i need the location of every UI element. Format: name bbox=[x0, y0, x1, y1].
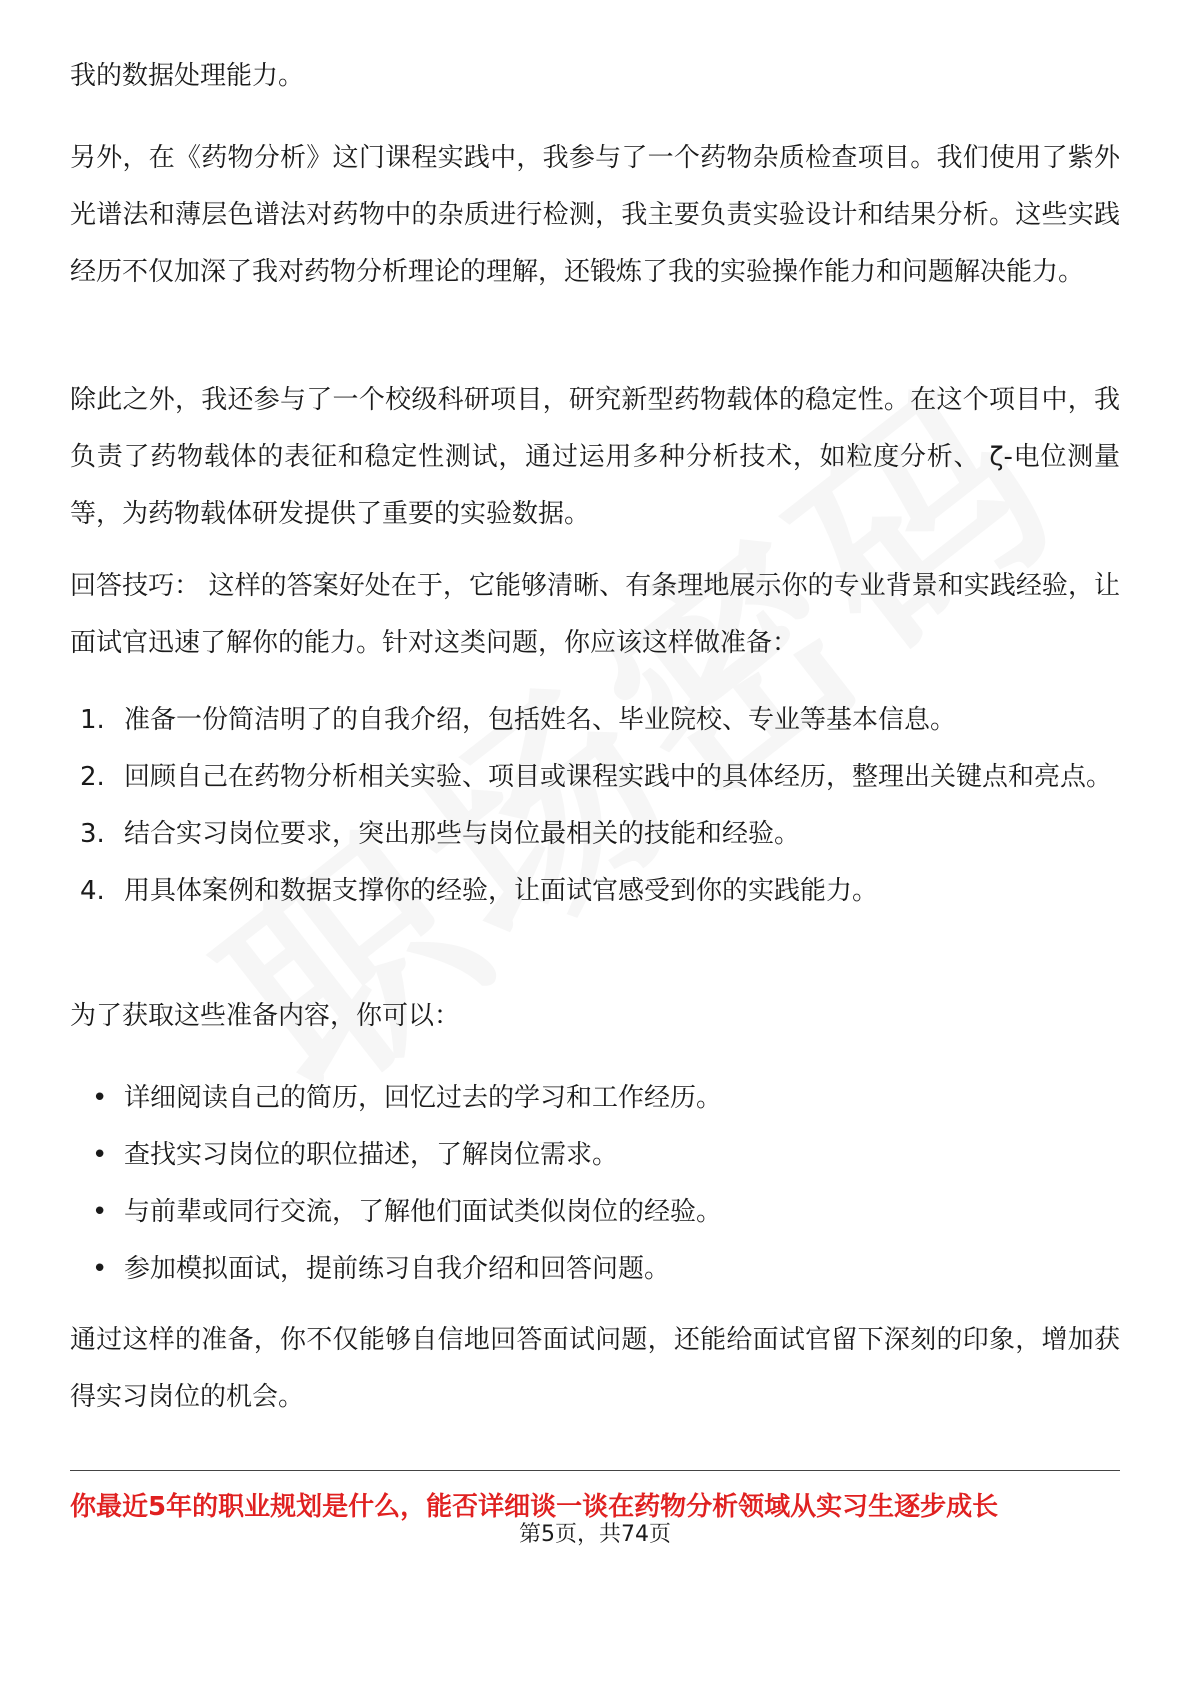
paragraph-research-project: 除此之外，我还参与了一个校级科研项目，研究新型药物载体的稳定性。在这个项目中，我负责了药物载体的表征和稳定性测试，通过运用多种分析技术，如粒度分析、 ζ-电位测量等，为药物载体研发提供了重要的实验数据。 bbox=[70, 385, 1120, 529]
list-item-text: 用具体案例和数据支撑你的经验，让面试官感受到你的实践能力。 bbox=[124, 876, 879, 906]
paragraph-answer-tips: 回答技巧： 这样的答案好处在于，它能够清晰、有条理地展示你的专业背景和实践经验，让面试官迅速了解你的能力。针对这类问题，你应该这样做准备： bbox=[70, 571, 1120, 658]
section-divider bbox=[70, 1470, 1120, 1471]
bullet-marker: • bbox=[92, 1140, 108, 1170]
bullet-list bbox=[70, 1070, 1120, 1298]
list-item bbox=[70, 1184, 1120, 1241]
list-item-text: 详细阅读自己的简历，回忆过去的学习和工作经历。 bbox=[124, 1083, 723, 1113]
list-item-text: 查找实习岗位的职位描述，了解岗位需求。 bbox=[124, 1140, 619, 1170]
paragraph-intro-end: 我的数据处理能力。 bbox=[70, 61, 305, 91]
list-marker: 3. bbox=[80, 819, 105, 849]
paragraph-preparation-intro: 为了获取这些准备内容，你可以： bbox=[70, 1001, 461, 1031]
next-question-heading: 你最近5年的职业规划是什么，能否详细谈一谈在药物分析领域从实习生逐步成长 bbox=[70, 1492, 999, 1522]
numbered-list bbox=[70, 692, 1120, 920]
bullet-marker: • bbox=[92, 1083, 108, 1113]
bullet-marker: • bbox=[92, 1254, 108, 1284]
list-item-text: 回顾自己在药物分析相关实验、项目或课程实践中的具体经历，整理出关键点和亮点。 bbox=[124, 762, 1113, 792]
list-item-text: 准备一份简洁明了的自我介绍，包括姓名、毕业院校、专业等基本信息。 bbox=[124, 705, 957, 735]
list-item bbox=[70, 806, 1120, 863]
list-marker: 4. bbox=[80, 876, 105, 906]
list-item bbox=[70, 1070, 1120, 1127]
list-item-text: 参加模拟面试，提前练习自我介绍和回答问题。 bbox=[124, 1254, 671, 1284]
paragraph-course-practice: 另外，在《药物分析》这门课程实践中，我参与了一个药物杂质检查项目。我们使用了紫外光谱法和薄层色谱法对药物中的杂质进行检测，我主要负责实验设计和结果分析。这些实践经历不仅加深了我对药物分析理论的理解，还锻炼了我的实验操作能力和问题解决能力。 bbox=[70, 143, 1120, 287]
list-item bbox=[70, 1241, 1120, 1298]
paragraph-conclusion: 通过这样的准备，你不仅能够自信地回答面试问题，还能给面试官留下深刻的印象，增加获得实习岗位的机会。 bbox=[70, 1325, 1120, 1412]
list-item bbox=[70, 749, 1120, 806]
list-item bbox=[70, 692, 1120, 749]
list-item-text: 与前辈或同行交流，了解他们面试类似岗位的经验。 bbox=[124, 1197, 723, 1227]
list-item-text: 结合实习岗位要求，突出那些与岗位最相关的技能和经验。 bbox=[124, 819, 801, 849]
bullet-marker: • bbox=[92, 1197, 108, 1227]
list-marker: 1. bbox=[80, 705, 105, 735]
page-number: 第5页，共74页 bbox=[519, 1522, 671, 1547]
list-item bbox=[70, 863, 1120, 920]
list-marker: 2. bbox=[80, 762, 105, 792]
list-item bbox=[70, 1127, 1120, 1184]
